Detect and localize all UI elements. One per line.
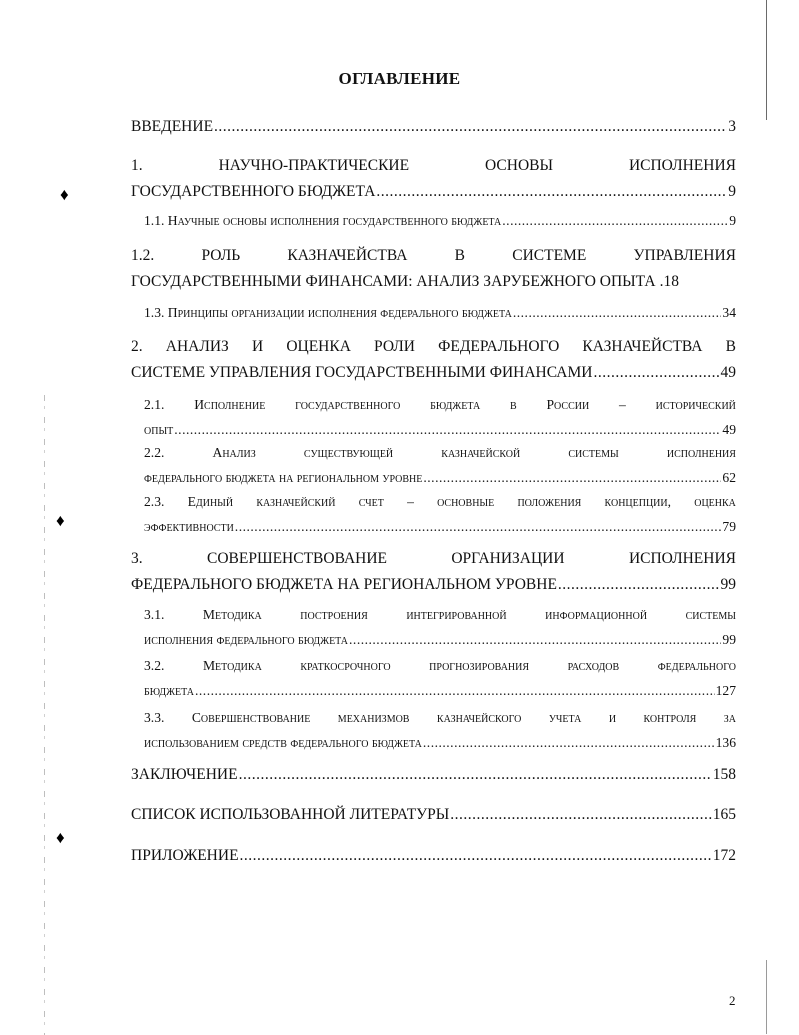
toc-word: Исполнение <box>194 397 266 412</box>
toc-word: построения <box>300 607 368 622</box>
toc-word: в <box>510 397 517 412</box>
toc-word: контроля <box>643 710 697 725</box>
toc-leader-dots <box>349 628 721 653</box>
toc-word: казначейской <box>441 445 521 460</box>
toc-entry-section-3-3[interactable] <box>144 706 736 755</box>
punch-hole-mark: ♦ <box>56 828 65 847</box>
toc-entry-introduction[interactable] <box>131 114 736 140</box>
toc-word: информационной <box>545 607 648 622</box>
toc-leader-dots <box>195 679 715 704</box>
toc-entry-section-2-2[interactable] <box>144 441 736 490</box>
toc-word: ОРГАНИЗАЦИИ <box>451 550 565 567</box>
toc-word: казначейский <box>256 494 336 509</box>
toc-entry-chapter-3[interactable] <box>131 546 736 598</box>
toc-word: ИСПОЛНЕНИЯ <box>628 550 736 567</box>
toc-page-number: .18 <box>659 273 679 290</box>
toc-entry-label: использованием средств федерального бюджета <box>144 734 422 750</box>
toc-word: Единый <box>187 494 234 509</box>
toc-word: счет <box>358 494 384 509</box>
toc-word: ФЕДЕРАЛЬНОГО <box>438 338 560 355</box>
toc-word: механизмов <box>337 710 410 725</box>
toc-word: положения <box>517 494 582 509</box>
toc-page-number: 9 <box>729 213 736 228</box>
toc-word: КАЗНАЧЕЙСТВА <box>582 338 703 355</box>
toc-word: 3.2. <box>144 658 165 673</box>
toc-word: 1. <box>131 157 143 174</box>
toc-leader-dots <box>423 466 721 491</box>
toc-entry-label: ЗАКЛЮЧЕНИЕ <box>131 766 238 783</box>
toc-word: России <box>546 397 590 412</box>
toc-word: РОЛИ <box>374 338 415 355</box>
toc-entry-section-2-3[interactable] <box>144 490 736 539</box>
toc-word: Совершенствование <box>191 710 311 725</box>
toc-entry-appendix[interactable] <box>131 843 736 869</box>
toc-word: АНАЛИЗ <box>165 338 229 355</box>
toc-page-number: 165 <box>712 806 736 823</box>
toc-word: оценка <box>694 494 736 509</box>
toc-page-number: 79 <box>722 518 736 534</box>
punch-hole-mark: ♦ <box>56 511 65 530</box>
toc-word: 2.3. <box>144 494 165 509</box>
toc-leader-dots <box>423 731 715 756</box>
toc-entry-section-1-2[interactable] <box>131 243 736 295</box>
toc-word: прогнозирования <box>429 658 530 673</box>
toc-word: казначейского <box>436 710 522 725</box>
toc-leader-dots <box>214 114 727 140</box>
toc-word: государственного <box>295 397 401 412</box>
toc-entry-section-1-3[interactable] <box>144 301 736 326</box>
toc-entry-label: ГОСУДАРСТВЕННОГО БЮДЖЕТА <box>131 183 376 200</box>
toc-word: Методика <box>202 607 262 622</box>
toc-leader-dots <box>450 802 711 828</box>
toc-leader-dots <box>558 572 720 598</box>
toc-entry-label: 1.1. Научные основы исполнения государственного бюджета <box>144 213 502 228</box>
toc-leader-dots <box>502 209 728 234</box>
toc-word: 2.2. <box>144 445 165 460</box>
toc-entry-section-3-1[interactable] <box>144 603 736 652</box>
toc-word: федерального <box>657 658 736 673</box>
toc-page-number: 34 <box>722 305 736 320</box>
toc-word: системы <box>568 445 619 460</box>
toc-word: краткосрочного <box>300 658 391 673</box>
punch-hole-mark: ♦ <box>60 185 69 204</box>
toc-word: – <box>619 397 626 412</box>
toc-entry-label: бюджета <box>144 682 194 698</box>
toc-leader-dots <box>174 418 721 443</box>
toc-word: исполнения <box>666 445 736 460</box>
toc-entry-section-1-1[interactable] <box>144 209 736 234</box>
toc-entry-label: СПИСОК ИСПОЛЬЗОВАННОЙ ЛИТЕРАТУРЫ <box>131 806 450 823</box>
toc-entry-section-3-2[interactable] <box>144 654 736 703</box>
toc-word: бюджета <box>430 397 481 412</box>
toc-word: ИСПОЛНЕНИЯ <box>628 157 736 174</box>
toc-entry-label: федерального бюджета на региональном уровне <box>144 469 423 485</box>
toc-page-number: 9 <box>728 183 736 200</box>
scan-binding-line <box>44 395 45 1035</box>
toc-entry-label: ФЕДЕРАЛЬНОГО БЮДЖЕТА НА РЕГИОНАЛЬНОМ УРОВНЕ <box>131 576 557 593</box>
page-number: 2 <box>729 993 736 1008</box>
toc-word: 2.1. <box>144 397 165 412</box>
toc-word: СИСТЕМЕ <box>512 247 587 264</box>
toc-word: учета <box>548 710 582 725</box>
toc-word: системы <box>685 607 736 622</box>
toc-word: интегрированной <box>406 607 507 622</box>
toc-page-number: 127 <box>715 682 736 698</box>
scan-edge-line-bottom <box>766 960 767 1034</box>
toc-title: ОГЛАВЛЕНИЕ <box>338 69 461 88</box>
toc-page-number: 99 <box>722 631 736 647</box>
toc-word: РОЛЬ <box>201 247 241 264</box>
toc-word: 3. <box>131 550 143 567</box>
toc-entry-label: ПРИЛОЖЕНИЕ <box>131 847 239 864</box>
toc-word: КАЗНАЧЕЙСТВА <box>287 247 408 264</box>
toc-leader-dots <box>376 179 727 205</box>
toc-entry-label: опыт <box>144 421 174 437</box>
toc-entry-label: ВВЕДЕНИЕ <box>131 118 214 135</box>
toc-word: И <box>251 338 264 355</box>
toc-word: ОСНОВЫ <box>485 157 553 174</box>
toc-leader-dots <box>513 301 722 326</box>
toc-leader-dots <box>235 515 722 540</box>
toc-page-number: 172 <box>712 847 736 864</box>
toc-entry-label: СИСТЕМЕ УПРАВЛЕНИЯ ГОСУДАРСТВЕННЫМИ ФИНАНСАМИ <box>131 364 593 381</box>
toc-word: 2. <box>131 338 143 355</box>
toc-entry-label: 1.3. Принципы организации исполнения федерального бюджета <box>144 305 512 320</box>
toc-page-number: 49 <box>722 421 736 437</box>
toc-entry-bibliography[interactable] <box>131 802 736 828</box>
toc-leader-dots <box>239 762 712 788</box>
toc-entry-label: ГОСУДАРСТВЕННЫМИ ФИНАНСАМИ: АНАЛИЗ ЗАРУБЕЖНОГО ОПЫТА <box>131 273 656 290</box>
toc-word: В <box>454 247 465 264</box>
toc-leader-dots <box>593 360 719 386</box>
toc-entry-label: исполнения федерального бюджета <box>144 631 349 647</box>
toc-word: существующей <box>303 445 394 460</box>
toc-page-number: 158 <box>712 766 736 783</box>
toc-word: Анализ <box>212 445 256 460</box>
toc-page-number: 49 <box>720 364 736 381</box>
toc-word: 1.2. <box>131 247 155 264</box>
toc-page-number: 3 <box>728 118 736 135</box>
toc-leader-dots <box>240 843 712 869</box>
toc-word: за <box>723 710 736 725</box>
toc-word: НАУЧНО-ПРАКТИЧЕСКИЕ <box>218 157 410 174</box>
toc-word: исторический <box>655 397 736 412</box>
toc-entry-label: эффективности <box>144 518 234 534</box>
toc-entry-conclusion[interactable] <box>131 762 736 788</box>
toc-word: Методика <box>202 658 262 673</box>
toc-word: основные <box>437 494 495 509</box>
toc-page-number: 62 <box>722 469 736 485</box>
toc-entry-chapter-1[interactable] <box>131 153 736 205</box>
toc-word: В <box>725 338 736 355</box>
toc-word: СОВЕРШЕНСТВОВАНИЕ <box>206 550 387 567</box>
toc-page-number: 136 <box>715 734 736 750</box>
toc-word: 3.1. <box>144 607 165 622</box>
toc-word: УПРАВЛЕНИЯ <box>633 247 736 264</box>
toc-word: расходов <box>567 658 620 673</box>
toc-word: ОЦЕНКА <box>286 338 351 355</box>
toc-page-number: 99 <box>720 576 736 593</box>
toc-word: и <box>608 710 617 725</box>
scan-edge-line <box>766 0 767 120</box>
toc-word: – <box>407 494 414 509</box>
toc-entry-section-2-1[interactable] <box>144 393 736 442</box>
toc-word: концепции, <box>604 494 672 509</box>
toc-entry-chapter-2[interactable] <box>131 334 736 386</box>
toc-word: 3.3. <box>144 710 165 725</box>
